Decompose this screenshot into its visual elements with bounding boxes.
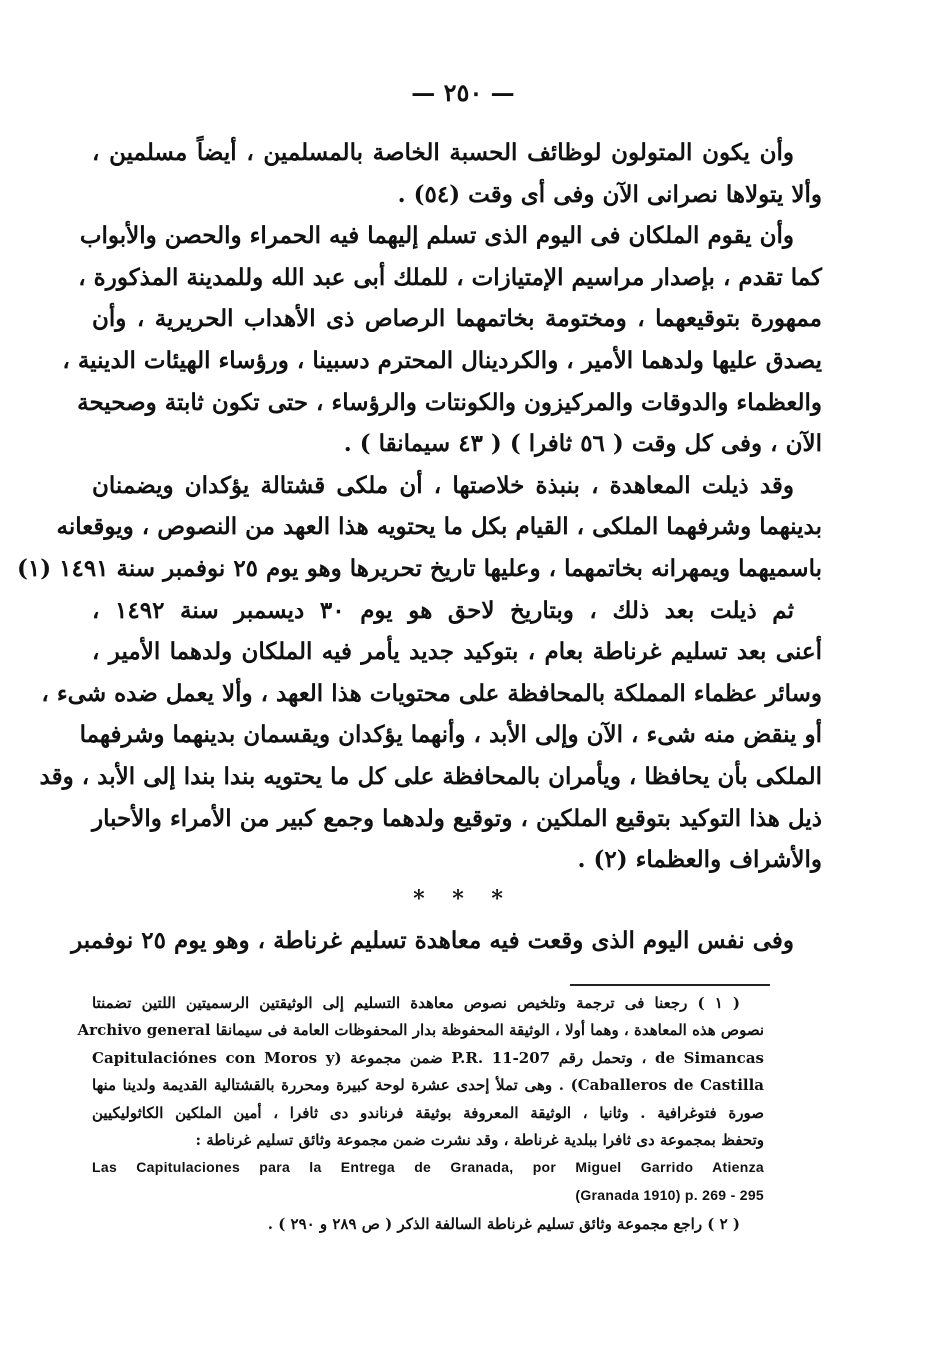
text-line: وسائر عظماء المملكة بالمحافظة على محتويات هذا العهد ، وألا يعمل ضده شىء ، xyxy=(41,679,822,707)
body-text xyxy=(16,132,822,881)
page-number: — ٢٥٠ — xyxy=(411,78,515,107)
section-separator: * * * xyxy=(413,886,513,912)
text-line: أو ينقض منه شىء ، الآن وإلى الأبد ، وأنهما يؤكدان ويقسمان بدينهما وشرفهما xyxy=(79,721,822,749)
footnote-rule xyxy=(570,984,770,986)
footnote-line: ( ١ ) رجعنا فى ترجمة وتلخيص نصوص معاهدة التسليم إلى الوثيقتين الرسميتين اللتين تضمنتا xyxy=(92,994,740,1012)
text-line: أعنى بعد تسليم غرناطة بعام ، بتوكيد جديد يأمر فيه الملكان ولدهما الأمير ، xyxy=(92,638,822,666)
text-line: كما تقدم ، بإصدار مراسيم الإمتيازات ، للملك أبى عبد الله وللمدينة المذكورة ، xyxy=(78,263,822,291)
text-line: وقد ذيلت المعاهدة ، بنبذة خلاصتها ، أن ملكى قشتالة يؤكدان ويضمنان xyxy=(92,471,794,499)
text-line: ممهورة بتوقيعهما ، ومختومة بخاتمهما الرصاص ذى الأهداب الحريرية ، وأن xyxy=(92,305,822,333)
text-line: يصدق عليها ولدهما الأمير ، والكردينال المحترم دسبينا ، ورؤساء الهيئات الدينية ، xyxy=(62,346,822,374)
text-line: وأن يقوم الملكان فى اليوم الذى تسلم إليهما فيه الحمراء والحصن والأبواب xyxy=(79,222,794,250)
footnote-line: de Simancas ، وتحمل رقم P.R. 11-207 ضمن مجموعة (Capitulaciónes con Moros y xyxy=(92,1048,764,1067)
footnote-line: ( ٢ ) راجع مجموعة وثائق تسليم غرناطة السالفة الذكر ( ص ٢٨٩ و ٢٩٠ ) . xyxy=(267,1215,740,1234)
continuation-paragraph xyxy=(71,920,822,962)
text-line: والأشراف والعظماء (٢) . xyxy=(577,846,822,874)
text-line: وأن يكون المتولون لوظائف الحسبة الخاصة بالمسلمين ، أيضاً مسلمين ، xyxy=(92,139,794,166)
text-line: ذيل هذا التوكيد بتوقيع الملكين ، وتوقيع ولدهما وجمع كبير من الأمراء والأحبار xyxy=(92,804,822,832)
text-line: والعظماء والدوقات والمركيزون والكونتات والرؤساء ، حتى تكون ثابتة وصحيحة xyxy=(77,388,822,416)
text-line: ثم ذيلت بعد ذلك ، وبتاريخ لاحق هو يوم ٣٠ ديسمبر سنة ١٤٩٢ ، xyxy=(92,596,795,624)
text-line: الآن ، وفى كل وقت ( ٥٦ ثافرا ) ( ٤٣ سيمانقا ) . xyxy=(343,430,822,458)
footnotes xyxy=(77,990,765,1239)
text-line: باسميهما ويمهرانه بخاتمهما ، وعليها تاريخ تحريرها وهو يوم ٢٥ نوفمبر سنة ١٤٩١ (١) xyxy=(16,554,822,582)
text-line: وفى نفس اليوم الذى وقعت فيه معاهدة تسليم غرناطة ، وهو يوم ٢٥ نوفمبر xyxy=(71,927,794,954)
footnote-line: Las Capitulaciones para la Entrega de Granada, por Miguel Garrido Atienza xyxy=(92,1159,764,1176)
text-line: الملكى بأن يحافظا ، ويأمران بالمحافظة على كل ما يحتويه بندا بندا إلى الأبد ، وقد xyxy=(39,762,822,790)
footnote-line: وتحفظ بمجموعة دى ثافرا ببلدية غرناطة ، وقد نشرت ضمن مجموعة وثائق تسليم غرناطة : xyxy=(195,1130,764,1149)
footnote-line: (Granada 1910) p. 269 - 295 xyxy=(575,1186,764,1203)
text-line: وألا يتولاها نصرانى الآن وفى أى وقت (٥٤) . xyxy=(397,180,822,208)
footnote-line: نصوص هذه المعاهدة ، وهما أولا ، الوثيقة المحفوظة بدار المحفوظات العامة فى سيمانقا Archivo general xyxy=(77,1021,764,1040)
footnote-line: صورة فتوغرافية . وثانيا ، الوثيقة المعروفة بوثيقة فرناندو دى ثافرا ، أمين الملكين الكاثوليكيين xyxy=(92,1103,764,1122)
text-line: بدينهما وشرفهما الملكى ، القيام بكل ما يحتويه هذا العهد من النصوص ، ويوقعانه xyxy=(56,513,822,541)
footnote-line: Caballeros de Castilla) . وهى تملأ إحدى عشرة لوحة كبيرة ومحررة بالقشتالية القديمة ولدينا منها xyxy=(92,1076,765,1095)
